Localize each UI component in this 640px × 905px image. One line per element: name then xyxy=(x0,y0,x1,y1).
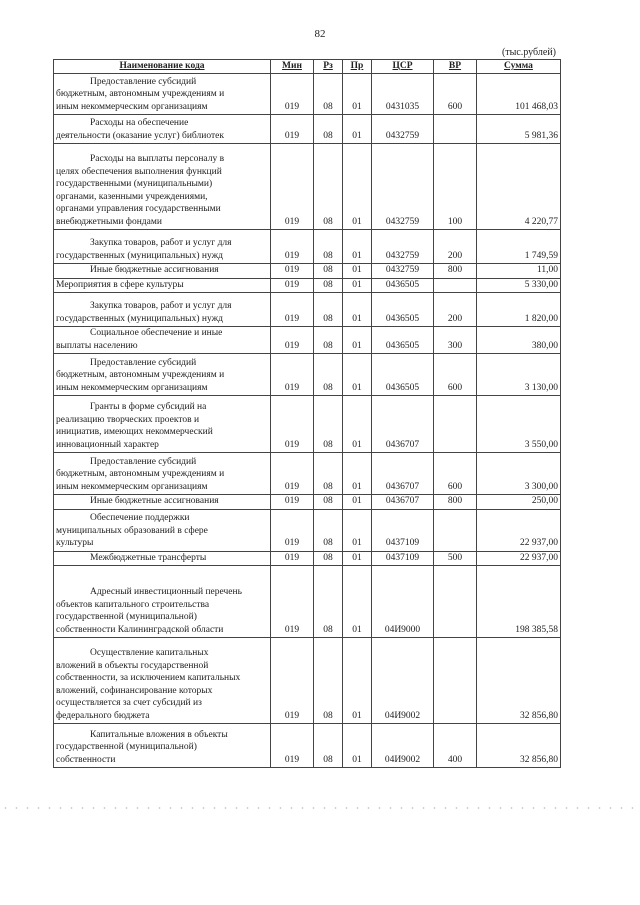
cell-pr: 01 xyxy=(343,327,372,354)
cell-sum: 32 856,80 xyxy=(477,638,561,724)
cell-rz: 08 xyxy=(314,293,343,327)
cell-csr: 0436707 xyxy=(372,396,434,453)
cell-name xyxy=(54,638,271,724)
cell-name xyxy=(54,495,271,510)
table-row xyxy=(54,495,561,510)
cell-sum: 1 820,00 xyxy=(477,293,561,327)
row-name-text: Закупка товаров, работ и услуг для государственных (муниципальных) нужд xyxy=(56,301,232,324)
cell-vr xyxy=(434,396,477,453)
cell-min: 019 xyxy=(271,509,314,551)
cell-rz: 08 xyxy=(314,264,343,279)
cell-min: 019 xyxy=(271,74,314,115)
cell-csr: 0436707 xyxy=(372,495,434,510)
row-name-text: Иные бюджетные ассигнования xyxy=(90,265,219,275)
table-row xyxy=(54,115,561,144)
cell-csr: 0437109 xyxy=(372,509,434,551)
cell-min: 019 xyxy=(271,230,314,264)
cell-min: 019 xyxy=(271,724,314,768)
table-row xyxy=(54,566,561,638)
row-name-text: Предоставление субсидий бюджетным, автономным учреждениям и иным некоммерческим организациям xyxy=(56,456,225,492)
cell-pr: 01 xyxy=(343,495,372,510)
cell-csr: 0436707 xyxy=(372,453,434,495)
cell-pr: 01 xyxy=(343,264,372,279)
cell-rz: 08 xyxy=(314,396,343,453)
cell-sum: 32 856,80 xyxy=(477,724,561,768)
cell-pr: 01 xyxy=(343,354,372,396)
cell-sum: 11,00 xyxy=(477,264,561,279)
table-row xyxy=(54,396,561,453)
cell-rz: 08 xyxy=(314,724,343,768)
cell-vr: 100 xyxy=(434,144,477,230)
cell-pr: 01 xyxy=(343,144,372,230)
header-pr: Пр xyxy=(343,60,372,74)
table-row xyxy=(54,453,561,495)
cell-vr xyxy=(434,509,477,551)
cell-rz: 08 xyxy=(314,453,343,495)
cell-rz: 08 xyxy=(314,551,343,566)
cell-sum: 3 130,00 xyxy=(477,354,561,396)
header-min: Мин xyxy=(271,60,314,74)
cell-vr xyxy=(434,566,477,638)
row-name-text: Осуществление капитальных вложений в объекты государственной собственности, за исключением капитальных вложений, софинансирование которых осуществляется за счет субсидий из федерального бюджета xyxy=(56,648,241,721)
cell-min: 019 xyxy=(271,327,314,354)
cell-pr: 01 xyxy=(343,230,372,264)
row-name-text: Предоставление субсидий бюджетным, автономным учреждениям и иным некоммерческим организациям xyxy=(56,76,225,112)
cell-pr: 01 xyxy=(343,278,372,293)
cell-csr: 0431035 xyxy=(372,74,434,115)
cell-csr: 0432759 xyxy=(372,230,434,264)
cell-rz: 08 xyxy=(314,144,343,230)
table-header xyxy=(54,60,561,74)
cell-name xyxy=(54,327,271,354)
cell-pr: 01 xyxy=(343,453,372,495)
cell-sum: 380,00 xyxy=(477,327,561,354)
cell-csr: 04И9002 xyxy=(372,638,434,724)
cell-min: 019 xyxy=(271,144,314,230)
cell-min: 019 xyxy=(271,566,314,638)
row-name-text: Межбюджетные трансферты xyxy=(90,552,207,563)
cell-name xyxy=(54,551,271,566)
row-name-text: Иные бюджетные ассигнования xyxy=(90,496,219,506)
cell-vr xyxy=(434,278,477,293)
cell-name xyxy=(54,144,271,230)
cell-name xyxy=(54,354,271,396)
cell-min: 019 xyxy=(271,495,314,510)
table-row xyxy=(54,278,561,293)
header-name: Наименование кода xyxy=(54,60,271,74)
cell-csr: 0436505 xyxy=(372,354,434,396)
row-name-text: Обеспечение поддержки муниципальных образований в сфере культуры xyxy=(56,513,208,548)
cell-name xyxy=(54,453,271,495)
row-name-text: Гранты в форме субсидий на реализацию творческих проектов и инициатив, имеющих некоммерческий инновационный характер xyxy=(56,402,213,450)
cell-csr: 0432759 xyxy=(372,144,434,230)
row-name-text: Закупка товаров, работ и услуг для государственных (муниципальных) нужд xyxy=(56,238,232,261)
cell-vr xyxy=(434,115,477,144)
cell-sum: 198 385,58 xyxy=(477,566,561,638)
row-name-text: Капитальные вложения в объекты государственной (муниципальной) собственности xyxy=(56,729,228,765)
table-row xyxy=(54,327,561,354)
cell-name xyxy=(54,74,271,115)
cell-csr: 0436505 xyxy=(372,327,434,354)
cell-pr: 01 xyxy=(343,396,372,453)
cell-name xyxy=(54,724,271,768)
cell-name xyxy=(54,264,271,279)
cell-rz: 08 xyxy=(314,230,343,264)
row-name-text: Социальное обеспечение и иные выплаты населению xyxy=(56,328,223,351)
header-csr: ЦСР xyxy=(372,60,434,74)
cell-csr: 0436505 xyxy=(372,278,434,293)
table-row xyxy=(54,230,561,264)
cell-name xyxy=(54,566,271,638)
cell-csr: 04И9002 xyxy=(372,724,434,768)
cell-min: 019 xyxy=(271,354,314,396)
row-name-text: Расходы на выплаты персоналу в целях обеспечения выполнения функций государственными (муниципальными) органами, казенными учреждениями, органами управления государственными внебюджетными фондами xyxy=(56,154,225,227)
cell-vr: 400 xyxy=(434,724,477,768)
table-row xyxy=(54,509,561,551)
cell-csr: 0436505 xyxy=(372,293,434,327)
cell-vr: 200 xyxy=(434,230,477,264)
table-row xyxy=(54,724,561,768)
table-row xyxy=(54,264,561,279)
cell-pr: 01 xyxy=(343,293,372,327)
cell-vr xyxy=(434,638,477,724)
cell-sum: 101 468,03 xyxy=(477,74,561,115)
cell-csr: 0432759 xyxy=(372,264,434,279)
cell-min: 019 xyxy=(271,115,314,144)
cell-pr: 01 xyxy=(343,551,372,566)
cell-vr: 600 xyxy=(434,453,477,495)
table-row xyxy=(54,638,561,724)
budget-table xyxy=(53,59,561,768)
cell-vr: 800 xyxy=(434,264,477,279)
cell-pr: 01 xyxy=(343,638,372,724)
cell-sum: 5 330,00 xyxy=(477,278,561,293)
cell-min: 019 xyxy=(271,293,314,327)
cell-min: 019 xyxy=(271,453,314,495)
cell-name xyxy=(54,230,271,264)
cell-rz: 08 xyxy=(314,354,343,396)
cell-pr: 01 xyxy=(343,566,372,638)
cell-sum: 5 981,36 xyxy=(477,115,561,144)
cell-vr: 300 xyxy=(434,327,477,354)
cell-vr: 600 xyxy=(434,354,477,396)
cell-vr: 500 xyxy=(434,551,477,566)
cell-rz: 08 xyxy=(314,509,343,551)
cell-rz: 08 xyxy=(314,74,343,115)
cell-sum: 22 937,00 xyxy=(477,509,561,551)
cell-sum: 250,00 xyxy=(477,495,561,510)
row-name-text: Мероприятия в сфере культуры xyxy=(56,279,184,290)
header-vr: ВР xyxy=(434,60,477,74)
cell-name xyxy=(54,278,271,293)
table-row xyxy=(54,551,561,566)
table-row xyxy=(54,74,561,115)
page-number: 82 xyxy=(314,28,326,40)
cell-csr: 0432759 xyxy=(372,115,434,144)
header-rz: Рз xyxy=(314,60,343,74)
cell-name xyxy=(54,396,271,453)
cell-vr: 200 xyxy=(434,293,477,327)
cell-vr: 600 xyxy=(434,74,477,115)
cell-min: 019 xyxy=(271,396,314,453)
cell-pr: 01 xyxy=(343,74,372,115)
cell-sum: 3 550,00 xyxy=(477,396,561,453)
cell-min: 019 xyxy=(271,278,314,293)
scan-artifact-dots xyxy=(0,806,640,810)
cell-vr: 800 xyxy=(434,495,477,510)
cell-csr: 0437109 xyxy=(372,551,434,566)
row-name-text: Адресный инвестиционный перечень объектов капитального строительства государственной (муниципальной) собственности Калининградской области xyxy=(56,587,242,635)
header-row xyxy=(54,60,561,74)
table-body xyxy=(54,74,561,768)
row-name-text: Расходы на обеспечение деятельности (оказание услуг) библиотек xyxy=(56,118,224,141)
cell-pr: 01 xyxy=(343,724,372,768)
cell-name xyxy=(54,293,271,327)
cell-rz: 08 xyxy=(314,495,343,510)
cell-csr: 04И9000 xyxy=(372,566,434,638)
cell-name xyxy=(54,115,271,144)
cell-pr: 01 xyxy=(343,509,372,551)
cell-rz: 08 xyxy=(314,638,343,724)
cell-sum: 22 937,00 xyxy=(477,551,561,566)
cell-sum: 1 749,59 xyxy=(477,230,561,264)
cell-rz: 08 xyxy=(314,566,343,638)
cell-rz: 08 xyxy=(314,115,343,144)
cell-min: 019 xyxy=(271,551,314,566)
row-name-text: Предоставление субсидий бюджетным, автономным учреждениям и иным некоммерческим организациям xyxy=(56,357,225,393)
cell-name xyxy=(54,509,271,551)
cell-sum: 4 220,77 xyxy=(477,144,561,230)
units-label: (тыс.рублей) xyxy=(501,47,556,58)
cell-sum: 3 300,00 xyxy=(477,453,561,495)
cell-pr: 01 xyxy=(343,115,372,144)
cell-min: 019 xyxy=(271,264,314,279)
cell-rz: 08 xyxy=(314,278,343,293)
table-row xyxy=(54,293,561,327)
cell-min: 019 xyxy=(271,638,314,724)
table-row xyxy=(54,354,561,396)
header-sum: Сумма xyxy=(477,60,561,74)
cell-rz: 08 xyxy=(314,327,343,354)
table-row xyxy=(54,144,561,230)
